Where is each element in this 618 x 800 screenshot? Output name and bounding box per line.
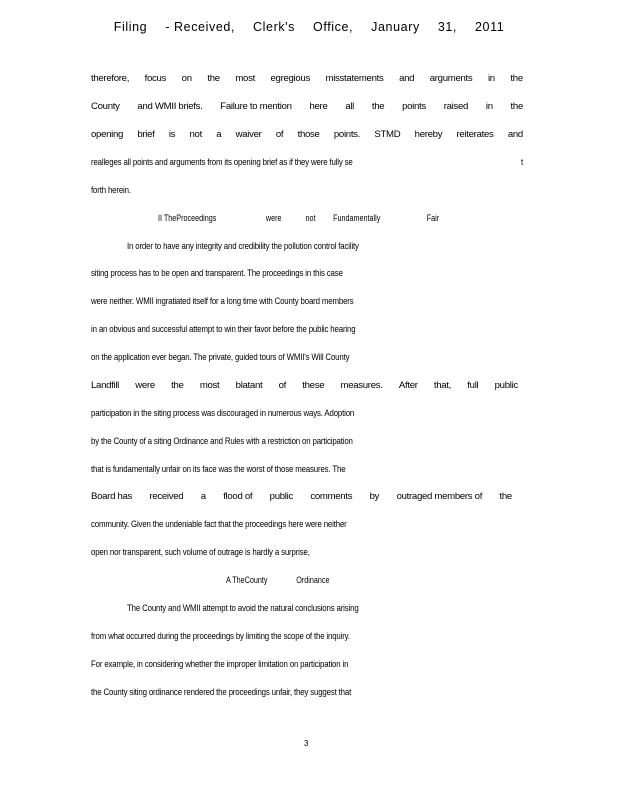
word: public	[269, 491, 293, 502]
word: the	[371, 101, 385, 112]
word: arguments	[429, 73, 473, 84]
heading-word: not	[305, 213, 316, 223]
word: therefore,	[91, 73, 130, 84]
word: focus	[144, 73, 167, 84]
word: misstatements	[325, 73, 384, 84]
body-line: that is fundamentally unfair on its face was the worst of those measures. The	[91, 464, 346, 475]
body-line: For example, in considering whether the improper limitation on participation in	[91, 659, 349, 670]
body-line	[91, 129, 523, 140]
word: opening	[91, 129, 124, 140]
word: Board has	[91, 491, 133, 502]
body-line: community. Given the undeniable fact that the proceedings here were neither	[91, 519, 347, 530]
body-line	[91, 73, 523, 84]
body-line-fragment: t	[521, 157, 524, 168]
header-word: Office,	[313, 20, 354, 34]
heading-word: were	[265, 213, 282, 223]
body-line: the County siting ordinance rendered the proceedings unfair, they suggest that	[91, 687, 352, 698]
word: of	[278, 380, 287, 391]
header-word: - Received,	[165, 20, 236, 34]
word: were	[135, 380, 155, 391]
word: of	[275, 129, 284, 140]
word: and	[507, 129, 523, 140]
heading-word: II TheProceedings	[158, 213, 217, 223]
header-word: January	[371, 20, 420, 34]
word: not	[189, 129, 202, 140]
word: outraged members of	[396, 491, 483, 502]
body-line	[91, 380, 518, 391]
body-line	[91, 101, 523, 112]
word: After	[398, 380, 418, 391]
word: that,	[433, 380, 452, 391]
word: blatant	[235, 380, 263, 391]
word: Landfill	[91, 380, 120, 391]
word: the	[207, 73, 220, 84]
word: measures.	[340, 380, 383, 391]
word: by	[369, 491, 380, 502]
word: a	[200, 491, 206, 502]
header-word: 31,	[437, 20, 457, 34]
word: is	[168, 129, 176, 140]
word: in	[485, 101, 493, 112]
header-word: Filing	[113, 20, 148, 34]
word: the	[499, 491, 512, 502]
heading-word: Ordinance	[296, 575, 330, 585]
word: here	[309, 101, 328, 112]
word: the	[510, 101, 523, 112]
word: the	[510, 73, 523, 84]
word: on	[181, 73, 192, 84]
word: received	[149, 491, 184, 502]
word: public	[494, 380, 518, 391]
heading-word: Fundamentally	[333, 213, 381, 223]
body-line: In order to have any integrity and credibility the pollution control facility	[127, 241, 359, 252]
word: STMD	[374, 129, 401, 140]
word: these	[302, 380, 325, 391]
body-line: open nor transparent, such volume of outrage is hardly a surprise,	[91, 547, 310, 558]
filing-header	[0, 20, 618, 34]
word: raised	[443, 101, 469, 112]
body-line: The County and WMII attempt to avoid the natural conclusions arising	[127, 603, 359, 614]
section-heading	[158, 213, 439, 223]
word: most	[235, 73, 255, 84]
body-line: on the application ever began. The private, guided tours of WMII's Will County	[91, 352, 350, 363]
header-word: Clerk's	[253, 20, 296, 34]
word: points	[402, 101, 426, 112]
page-number: 3	[304, 739, 309, 748]
word: points.	[333, 129, 361, 140]
body-line: realleges all points and arguments from its opening brief as if they were fully se	[91, 157, 353, 168]
word: hereby	[414, 129, 443, 140]
body-line: were neither. WMII ingratiated itself for a long time with County board members	[91, 296, 354, 307]
heading-word: A TheCounty	[226, 575, 268, 585]
body-line: by the County of a siting Ordinance and Rules with a restriction on participation	[91, 436, 353, 447]
body-line: siting process has to be open and transparent. The proceedings in this case	[91, 268, 343, 279]
word: flood of	[223, 491, 253, 502]
word: and	[399, 73, 415, 84]
header-word: 2011	[475, 20, 505, 34]
word: most	[199, 380, 220, 391]
word: reiterates	[456, 129, 494, 140]
word: brief	[137, 129, 155, 140]
word: a	[216, 129, 222, 140]
body-line: from what occurred during the proceedings by limiting the scope of the inquiry.	[91, 631, 350, 642]
body-line: participation in the siting process was discouraged in numerous ways. Adoption	[91, 408, 355, 419]
word: all	[345, 101, 355, 112]
word: and WMII briefs.	[137, 101, 203, 112]
word: full	[467, 380, 479, 391]
body-line	[91, 491, 512, 502]
word: comments	[310, 491, 353, 502]
body-line: in an obvious and successful attempt to win their favor before the public hearing	[91, 324, 356, 335]
word: Failure to mention	[220, 101, 292, 112]
word: County	[91, 101, 120, 112]
word: in	[487, 73, 495, 84]
word: egregious	[270, 73, 310, 84]
heading-word: Fair	[426, 213, 440, 223]
word: those	[297, 129, 320, 140]
word: the	[171, 380, 184, 391]
subsection-heading	[226, 575, 330, 585]
word: waiver	[235, 129, 262, 140]
body-line: forth herein.	[91, 185, 131, 196]
